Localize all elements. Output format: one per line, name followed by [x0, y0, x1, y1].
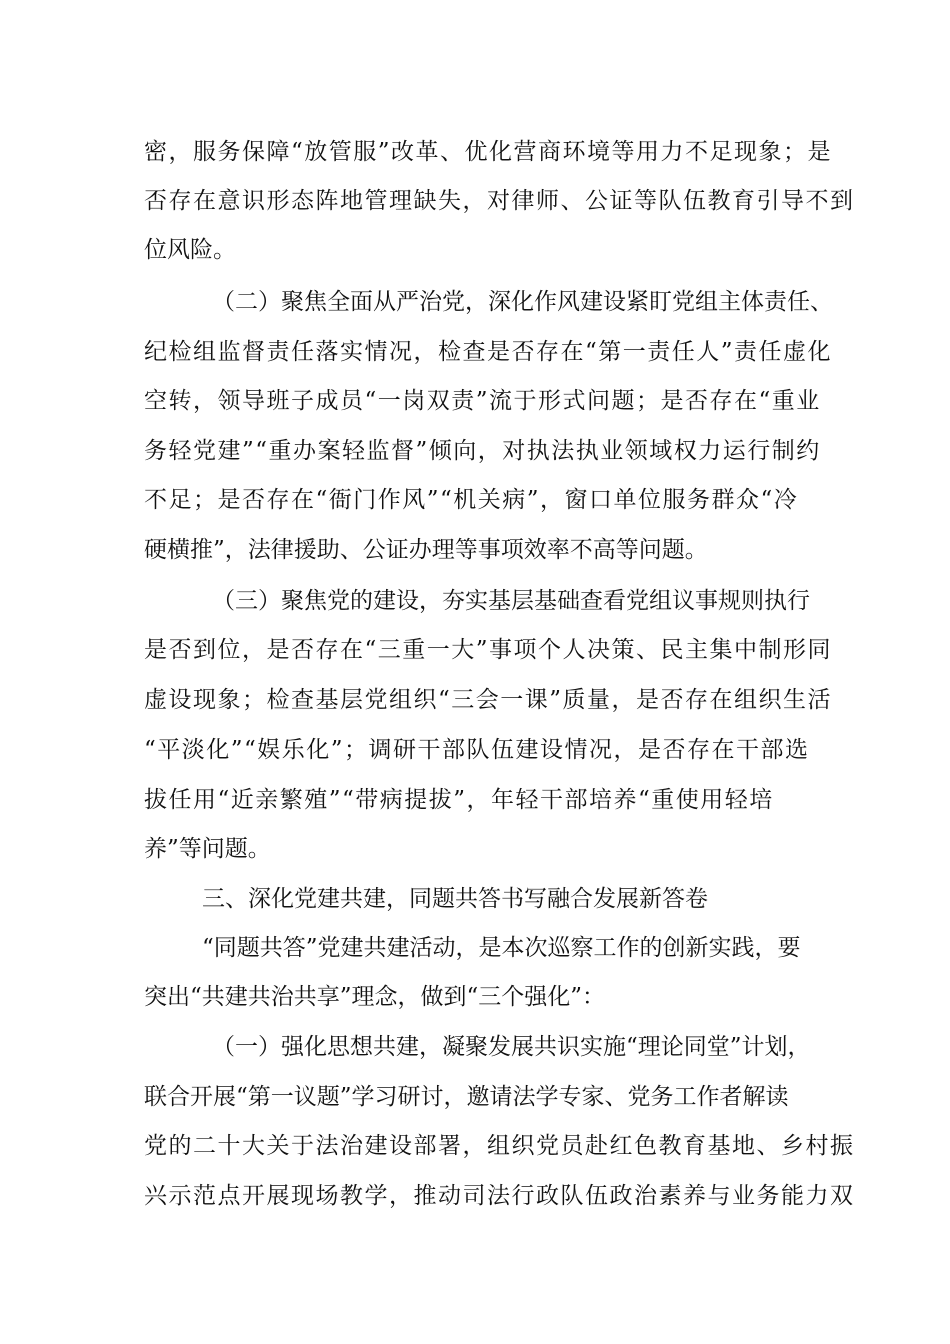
text-line: “平淡化”“娱乐化”；调研干部队伍建设情况，是否存在干部选 — [144, 737, 810, 763]
text-line: 党的二十大关于法治建设部署，组织党员赴红色教育基地、乡村振 — [144, 1133, 855, 1159]
text-line: 养”等问题。 — [144, 836, 271, 862]
text-line: 拔任用“近亲繁殖”“带病提拔”，年轻干部培养“重使用轻培 — [144, 787, 774, 813]
text-line: 虚设现象；检查基层党组织“三会一课”质量，是否存在组织生活 — [144, 687, 833, 713]
text-line: 空转，领导班子成员“一岗双责”流于形式问题；是否存在“重业 — [144, 388, 821, 414]
paragraph-heading: （二）聚焦全面从严治党，深化作风建设紧盯党组主体责任、 — [212, 289, 833, 315]
text-line: 硬横推”，法律援助、公证办理等事项效率不高等问题。 — [144, 537, 708, 563]
text-line: 务轻党建”“重办案轻监督”倾向，对执法执业领域权力运行制约 — [144, 438, 821, 464]
text-line: 位风险。 — [144, 237, 236, 263]
text-line: 否存在意识形态阵地管理缺失，对律师、公证等队伍教育引导不到 — [144, 188, 855, 214]
section-heading: 三、深化党建共建，同题共答书写融合发展新答卷 — [202, 886, 708, 912]
text-line: 突出“共建共治共享”理念，做到“三个强化”： — [144, 984, 606, 1010]
paragraph-heading: （一）强化思想共建，凝聚发展共识实施“理论同堂”计划， — [212, 1034, 811, 1060]
text-line: “同题共答”党建共建活动，是本次巡察工作的创新实践，要 — [202, 935, 801, 961]
paragraph-heading: （三）聚焦党的建设，夯实基层基础查看党组议事规则执行 — [212, 588, 810, 614]
text-line: 不足；是否存在“衙门作风”“机关病”，窗口单位服务群众“冷 — [144, 487, 799, 513]
text-line: 联合开展“第一议题”学习研讨，邀请法学专家、党务工作者解读 — [144, 1084, 789, 1110]
text-line: 兴示范点开展现场教学，推动司法行政队伍政治素养与业务能力双 — [144, 1183, 855, 1209]
text-line: 是否到位，是否存在“三重一大”事项个人决策、民主集中制形同 — [144, 637, 833, 663]
text-line: 纪检组监督责任落实情况，检查是否存在“第一责任人”责任虚化 — [144, 339, 833, 365]
text-line: 密，服务保障“放管服”改革、优化营商环境等用力不足现象；是 — [144, 139, 833, 165]
